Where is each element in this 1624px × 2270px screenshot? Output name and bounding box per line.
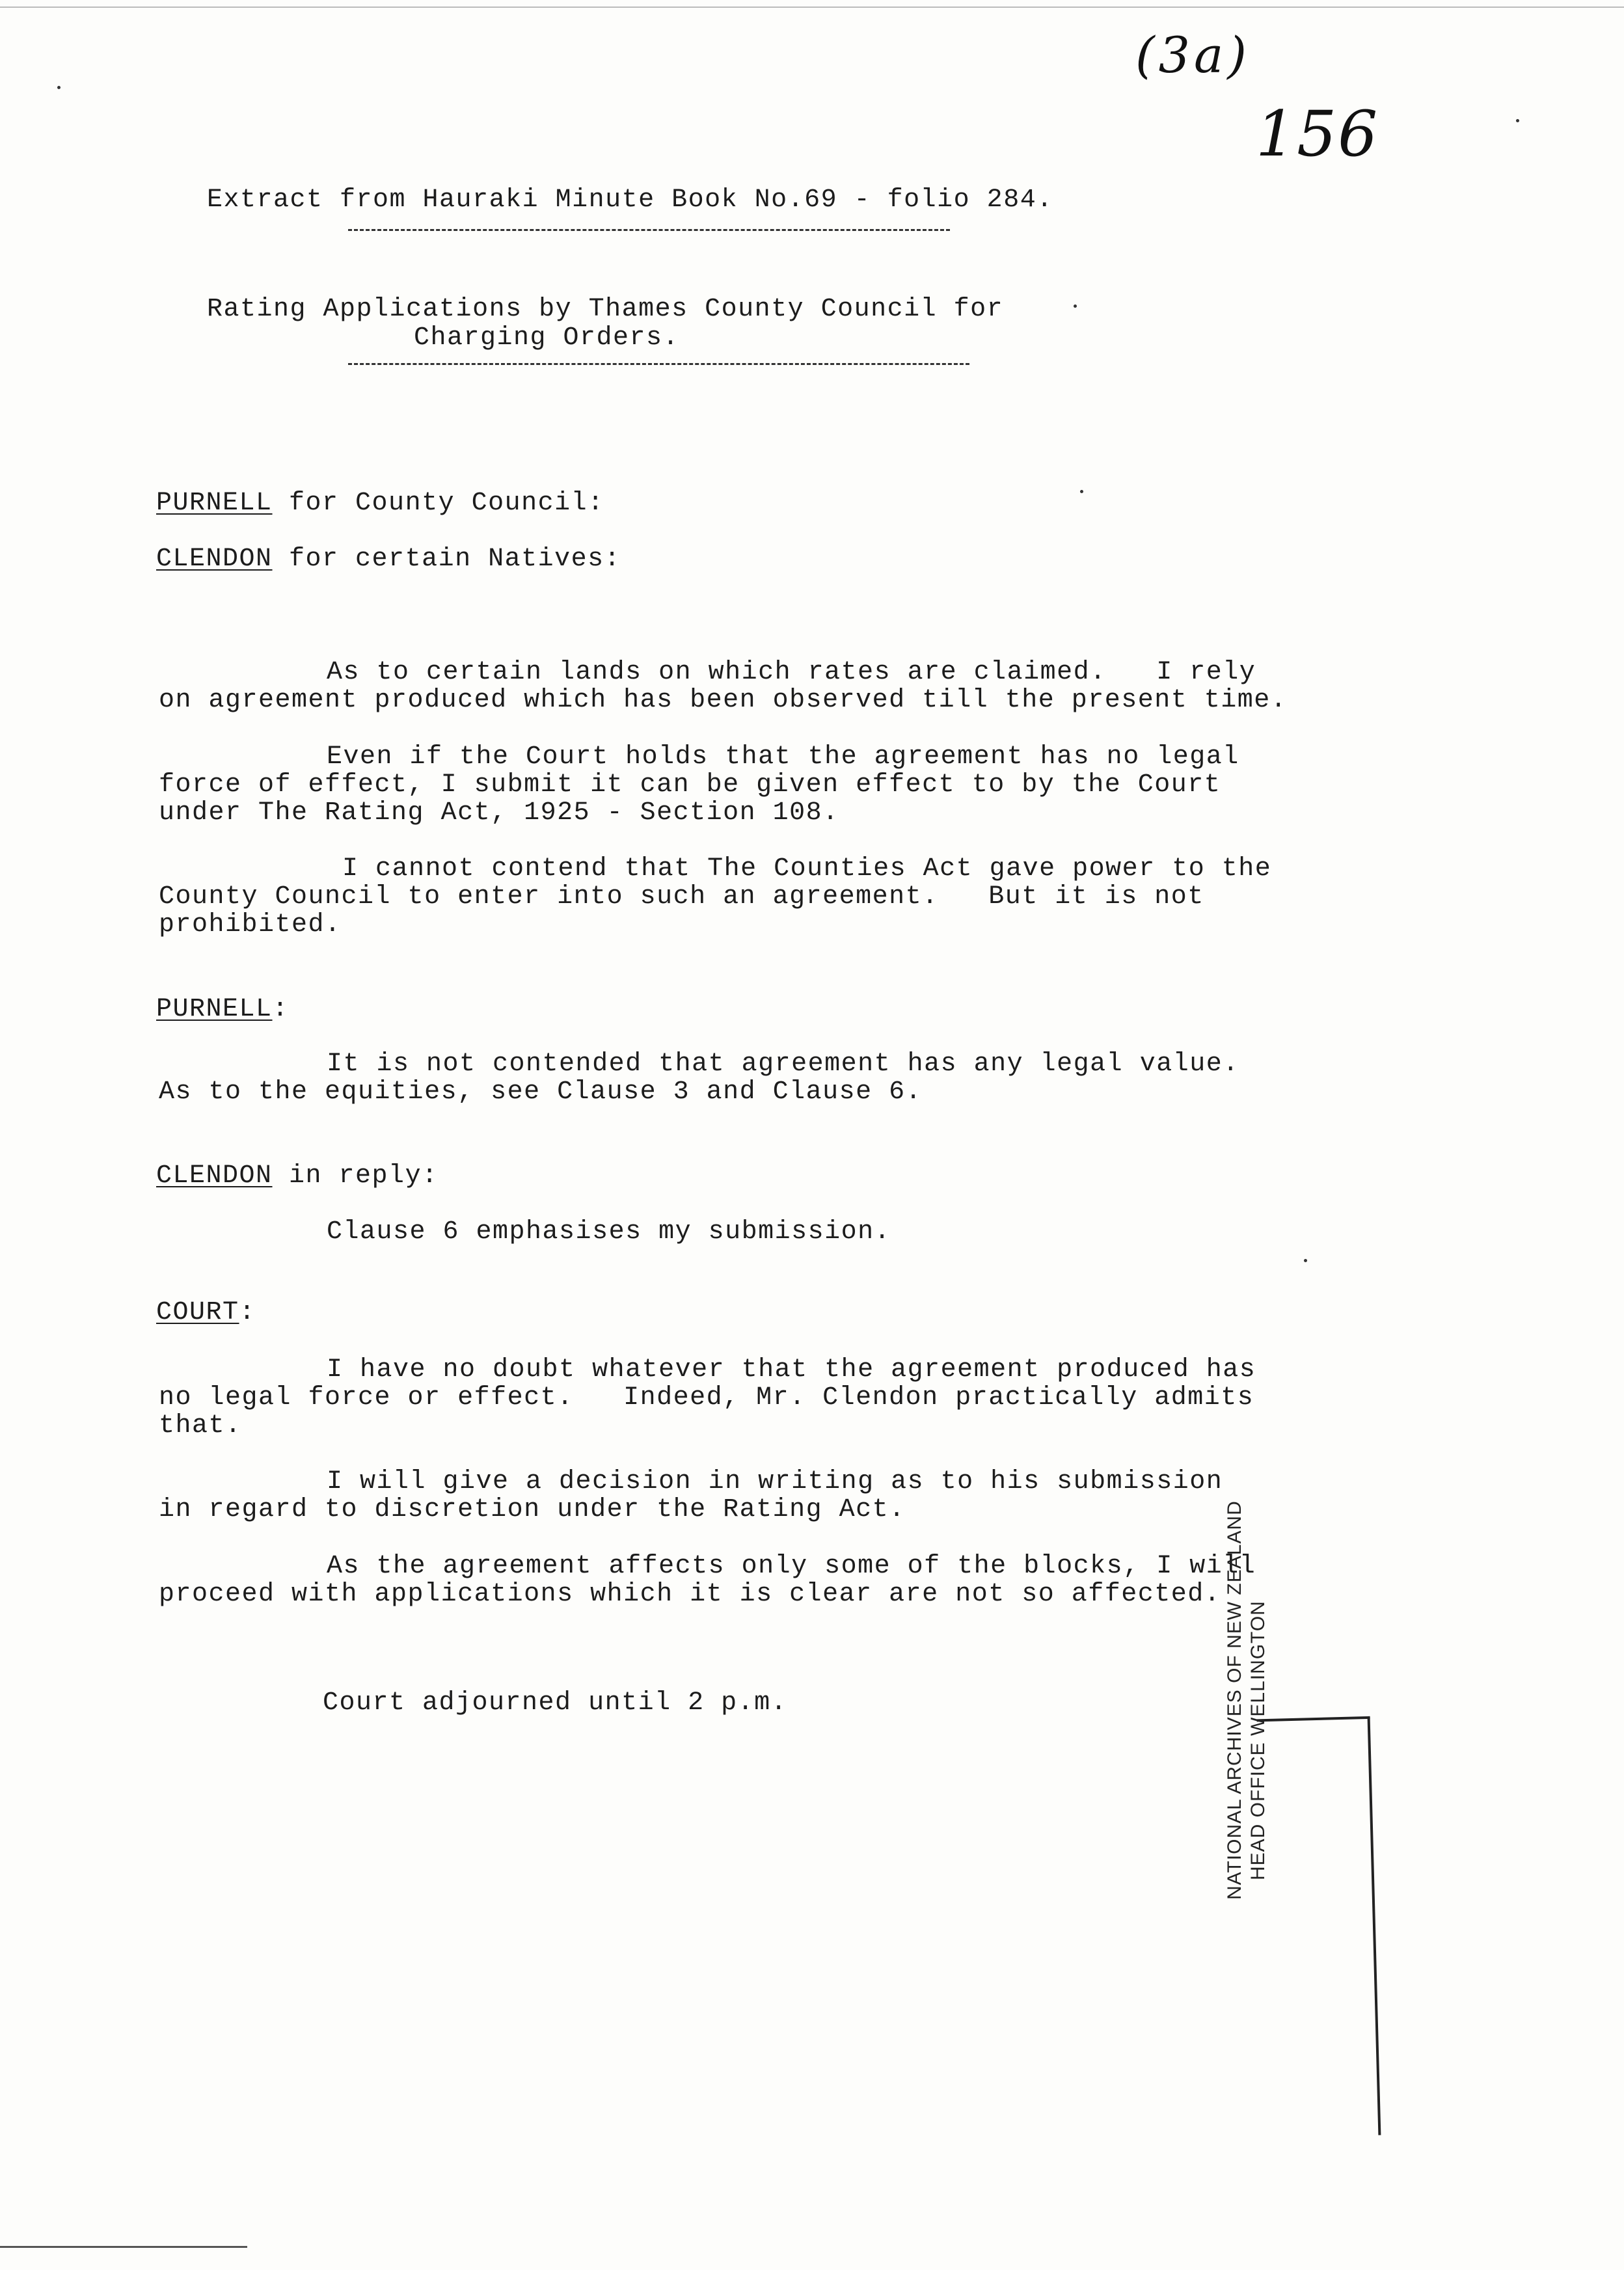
stamp-line-1: NATIONAL ARCHIVES OF NEW ZEALAND (1224, 1500, 1245, 1900)
court-heading (156, 1299, 256, 1327)
paragraph-3-line-2: County Council to enter into such an agreement. But it is not (159, 882, 1204, 912)
paragraph-5-line-1: Clause 6 emphasises my submission. (327, 1217, 891, 1247)
clendon-heading-suffix: in reply: (272, 1161, 439, 1191)
paragraph-2-line-3: under The Rating Act, 1925 - Section 108. (159, 798, 839, 828)
paragraph-8-line-2: proceed with applications which it is clear are not so affected. (159, 1580, 1221, 1609)
paragraph-6-line-3: that. (159, 1411, 242, 1440)
purnell-role: for County Council: (272, 489, 604, 518)
paragraph-3-line-3: prohibited. (159, 910, 342, 939)
paragraph-2-line-1: Even if the Court holds that the agreement has no legal (327, 742, 1239, 772)
court-heading-name: COURT (156, 1298, 239, 1327)
paragraph-1-line-2: on agreement produced which has been observed till the present time. (159, 686, 1288, 715)
title-line-1: Rating Applications by Thames County Council for (207, 295, 1004, 324)
paragraph-6-line-1: I have no doubt whatever that the agreement produced has (327, 1355, 1256, 1385)
header-dashed-rule (348, 229, 950, 231)
scan-speck (57, 86, 61, 89)
scan-speck (1516, 119, 1519, 122)
scan-edge-bottom (0, 2246, 247, 2248)
archive-stamp (1223, 1500, 1270, 1900)
paragraph-4-line-1: It is not contended that agreement has any legal value. (327, 1049, 1239, 1079)
stamp-line-2: HEAD OFFICE WELLINGTON (1247, 1601, 1269, 1880)
scan-speck (1080, 490, 1083, 493)
scan-speck (1304, 1259, 1307, 1262)
paragraph-7-line-1: I will give a decision in writing as to his submission (327, 1467, 1223, 1496)
handwritten-folio-number: 156 (1256, 98, 1379, 170)
purnell-name: PURNELL (156, 489, 273, 518)
purnell-heading (156, 995, 289, 1024)
purnell-heading-name: PURNELL (156, 995, 273, 1024)
paragraph-2-line-2: force of effect, I submit it can be given effect to by the Court (159, 770, 1221, 800)
paragraph-7-line-2: in regard to discretion under the Rating Act. (159, 1495, 906, 1524)
counsel-clendon (156, 545, 621, 574)
paragraph-8-line-1: As the agreement affects only some of the blocks, I will (327, 1552, 1256, 1581)
purnell-heading-colon: : (272, 995, 290, 1024)
court-heading-colon: : (239, 1298, 256, 1327)
title-dashed-rule (348, 363, 969, 365)
archive-stamp-frame (1257, 1716, 1381, 2138)
scan-speck (1074, 304, 1077, 308)
paragraph-6-line-2: no legal force or effect. Indeed, Mr. Clendon practically admits (159, 1383, 1254, 1412)
handwritten-reference: (3a) (1135, 26, 1251, 84)
clendon-heading-name: CLENDON (156, 1161, 273, 1191)
counsel-purnell (156, 489, 604, 518)
scan-edge-top (0, 7, 1624, 8)
extract-header: Extract from Hauraki Minute Book No.69 - folio 284. (207, 185, 1053, 215)
paragraph-1-line-1: As to certain lands on which rates are claimed. I rely (327, 658, 1256, 687)
clendon-reply-heading (156, 1162, 439, 1191)
clendon-name: CLENDON (156, 545, 273, 574)
paragraph-4-line-2: As to the equities, see Clause 3 and Clause 6. (159, 1077, 923, 1107)
paragraph-3-line-1: I cannot contend that The Counties Act gave power to the (342, 854, 1272, 884)
title-line-2: Charging Orders. (414, 323, 680, 353)
clendon-role: for certain Natives: (272, 545, 621, 574)
adjournment-line: Court adjourned until 2 p.m. (323, 1688, 788, 1718)
